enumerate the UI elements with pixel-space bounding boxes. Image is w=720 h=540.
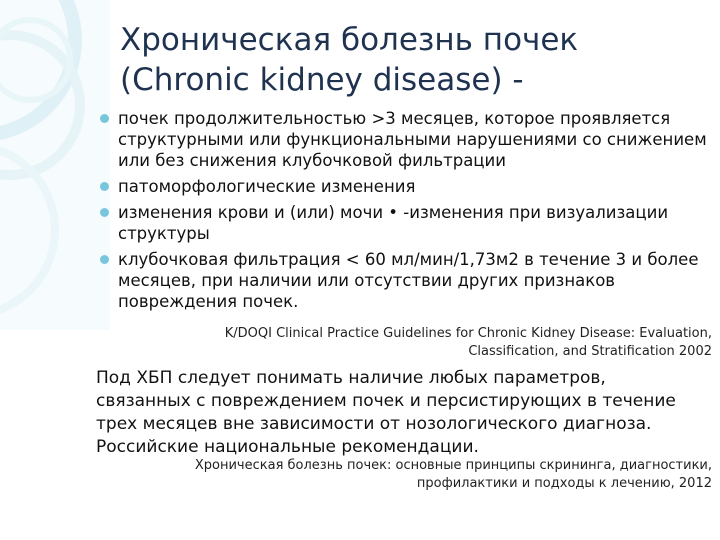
reference-line: Хроническая болезнь почек: основные принципы скрининга, диагностики, — [194, 458, 712, 473]
bullet-item — [100, 176, 716, 197]
bullet-text: изменения крови и (или) мочи • -изменения при визуализации структуры — [118, 203, 669, 243]
bullet-item — [100, 108, 716, 171]
bullet-text: клубочковая фильтрация < 60 мл/мин/1,73м2 в течение 3 и более месяцев, при наличии или отсутствии других признаков повреждения почек. — [118, 250, 699, 311]
bullet-text: патоморфологические изменения — [118, 177, 416, 196]
bullet-dot-icon — [100, 182, 109, 191]
bullet-text: почек продолжительностью >3 месяцев, которое проявляется структурными или функциональными нарушениями со снижением или без снижения клубочковой фильтрации — [118, 109, 707, 170]
slide-title — [120, 20, 710, 100]
reference-line: Classification, and Stratification 2002 — [468, 344, 712, 359]
title-line-2: (Chronic kidney disease) - — [120, 62, 524, 98]
reference-line: профилактики и подходы к лечению, 2012 — [416, 476, 712, 491]
paragraph-line: трех месяцев вне зависимости от нозологического диагноза. — [96, 414, 652, 434]
title-line-1: Хроническая болезнь почек — [120, 22, 579, 58]
definition-paragraph — [96, 367, 716, 459]
bullet-dot-icon — [100, 114, 109, 123]
bullet-dot-icon — [100, 255, 109, 264]
bullet-list — [100, 108, 716, 317]
paragraph-line: Российские национальные рекомендации. — [96, 437, 479, 457]
reference-line: K/DOQI Clinical Practice Guidelines for Chronic Kidney Disease: Evaluation, — [224, 326, 712, 341]
bullet-item — [100, 249, 716, 312]
paragraph-line: связанных с повреждением почек и персистирующих в течение — [96, 391, 676, 411]
bullet-dot-icon — [100, 208, 109, 217]
reference-russian-guidelines — [132, 457, 712, 493]
bullet-item — [100, 202, 716, 244]
reference-kdoqi — [152, 325, 712, 361]
paragraph-line: Под ХБП следует понимать наличие любых параметров, — [96, 368, 606, 388]
